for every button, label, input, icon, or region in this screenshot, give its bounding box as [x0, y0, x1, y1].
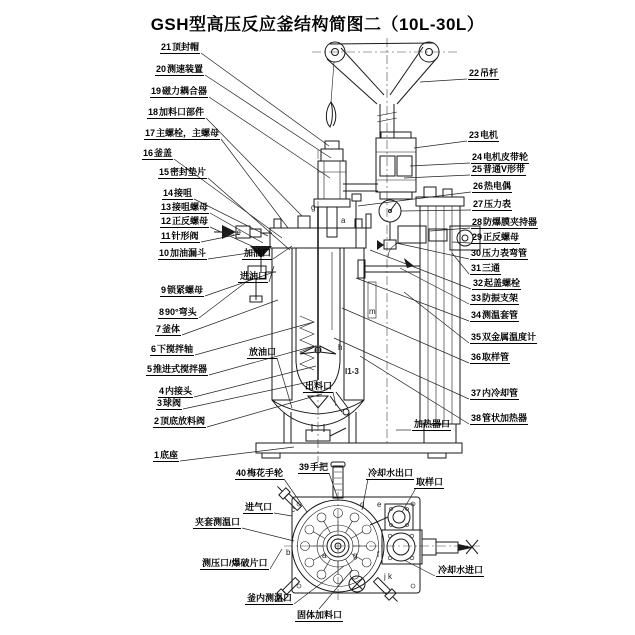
- page-title: GSH型高压反应釜结构简图二（10L-30L）: [150, 15, 485, 34]
- port-letter: h: [338, 343, 343, 352]
- label-text: 电机皮带轮: [483, 152, 529, 162]
- label-number: 30: [471, 248, 482, 258]
- port-letter: d: [360, 500, 365, 509]
- label-text: 测速装置: [167, 64, 204, 74]
- label-part-8: [158, 307, 198, 319]
- label-part-26: [472, 181, 512, 193]
- label-text: 固体加料口: [297, 610, 343, 620]
- port-letter: a: [341, 216, 346, 225]
- label-number: 3: [157, 398, 163, 408]
- label-number: 20: [156, 64, 167, 74]
- label-text: 测温套管: [482, 310, 519, 320]
- label-part-36: [470, 352, 510, 364]
- label-part-13: [160, 202, 209, 214]
- label-text: 普通V形带: [483, 164, 526, 174]
- bolt-hole: [350, 513, 359, 522]
- leader-line: [205, 75, 331, 158]
- label-text: 冷却水出口: [368, 468, 414, 478]
- port-letter: g: [353, 551, 358, 560]
- leader-line: [410, 163, 470, 166]
- label-text: 密封垫片: [170, 167, 207, 177]
- label-part-17: [144, 128, 220, 140]
- port-letter: j k: [384, 572, 392, 581]
- label-number: 37: [471, 388, 482, 398]
- label-釜内测温口: [245, 593, 293, 605]
- label-number: 6: [151, 344, 157, 354]
- label-part-7: [155, 324, 181, 336]
- leader-line: [342, 308, 469, 363]
- label-text: 接咀螺母: [172, 202, 209, 212]
- label-part-33: [470, 293, 519, 305]
- label-text: 进油口: [240, 271, 268, 281]
- label-进气口: [243, 502, 273, 514]
- label-part-2: [153, 416, 206, 428]
- label-number: 32: [473, 278, 484, 288]
- leader-line: [404, 175, 470, 178]
- label-number: 1: [154, 450, 160, 460]
- label-text: 防爆膜夹持器: [483, 217, 538, 227]
- leader-line: [452, 242, 470, 243]
- leader-line: [221, 139, 288, 228]
- port-letter: m: [369, 307, 376, 316]
- label-number: 16: [143, 148, 154, 158]
- label-text: 接咀: [174, 188, 193, 198]
- label-text: 冷却水进口: [438, 565, 484, 575]
- label-text: 釜体: [162, 324, 181, 334]
- port-letter: c, e: [228, 228, 241, 237]
- label-number: 31: [471, 263, 482, 273]
- lid-top-view: [272, 462, 478, 605]
- label-number: 2: [154, 416, 160, 426]
- label-text: 主螺栓，主螺母: [156, 128, 220, 138]
- leader-line: [284, 479, 307, 512]
- label-冷却水出口: [366, 468, 414, 480]
- label-part-23: [468, 130, 499, 142]
- label-text: 夹套测温口: [195, 517, 241, 527]
- label-number: 7: [156, 324, 162, 334]
- label-text: 出料口: [305, 381, 333, 391]
- label-number: 8: [159, 307, 165, 317]
- label-part-10: [158, 248, 207, 260]
- label-number: 9: [161, 285, 167, 295]
- label-number: 12: [161, 216, 172, 226]
- leader-line: [270, 549, 282, 569]
- label-part-16: [142, 148, 173, 160]
- label-text: 压力表弯管: [482, 248, 528, 258]
- label-text: 内接头: [165, 386, 193, 396]
- label-number: 29: [472, 232, 483, 242]
- bolt-hole: [317, 570, 326, 579]
- kettle-body: [272, 248, 376, 426]
- leader-line: [396, 243, 469, 259]
- label-text: 取样管: [482, 352, 510, 362]
- label-number: 4: [159, 386, 165, 396]
- label-text: 加油口: [244, 248, 272, 258]
- label-part-35: [470, 332, 537, 344]
- leader-line: [420, 79, 467, 82]
- label-number: 19: [151, 86, 162, 96]
- label-text: 放油口: [249, 347, 277, 357]
- label-text: 磁力耦合器: [162, 86, 208, 96]
- label-number: 13: [161, 202, 172, 212]
- label-text: 釜盖: [154, 148, 173, 158]
- label-固体加料口: [295, 610, 343, 622]
- label-出料口: [303, 381, 333, 393]
- label-part-28: [471, 217, 538, 229]
- label-number: 10: [159, 248, 170, 258]
- label-测压口/爆破片口: [200, 558, 269, 570]
- label-part-30: [470, 248, 528, 260]
- label-number: 40: [236, 468, 247, 478]
- port-letter: e: [377, 500, 382, 509]
- label-取样口: [414, 477, 444, 489]
- label-text: 压力表: [484, 199, 512, 209]
- label-part-32: [472, 278, 521, 290]
- leader-line: [402, 488, 416, 512]
- label-text: 加料口部件: [159, 107, 205, 117]
- label-part-5: [146, 364, 208, 376]
- label-number: 26: [473, 181, 484, 191]
- label-part-3: [156, 398, 182, 410]
- label-part-29: [471, 232, 520, 244]
- leader-line: [274, 513, 292, 516]
- leader-line: [206, 118, 302, 216]
- label-number: 35: [471, 332, 482, 342]
- spoke-line: [324, 559, 331, 571]
- leader-line: [294, 566, 344, 604]
- spoke-line: [346, 521, 353, 533]
- label-text: 釜内测温口: [247, 593, 293, 603]
- label-text: 加油漏斗: [170, 248, 207, 258]
- label-number: 34: [471, 310, 482, 320]
- bolt-hole: [362, 525, 371, 534]
- leader-line: [209, 97, 330, 178]
- label-text: 底座: [160, 450, 179, 460]
- label-text: 90°弯头: [165, 307, 197, 317]
- bolt-hole: [305, 525, 314, 534]
- label-冷却水进口: [436, 565, 484, 577]
- label-part-18: [147, 107, 205, 119]
- leader-line: [207, 394, 322, 427]
- label-part-31: [470, 263, 501, 275]
- label-part-15: [158, 167, 207, 179]
- label-number: 23: [469, 130, 480, 140]
- label-part-14: [162, 188, 193, 200]
- label-number: 39: [299, 462, 310, 472]
- label-part-34: [470, 310, 519, 322]
- spoke-line: [346, 559, 353, 571]
- label-number: 5: [147, 364, 153, 374]
- label-text: 吊杆: [480, 68, 499, 78]
- section-mark: I1-3: [345, 367, 359, 376]
- label-part-6: [150, 344, 194, 356]
- label-text: 防振支架: [482, 293, 519, 303]
- label-number: 18: [148, 107, 159, 117]
- label-text: 正反螺母: [483, 232, 520, 242]
- label-part-4: [158, 386, 193, 398]
- label-text: 起盖螺栓: [484, 278, 521, 288]
- label-part-37: [470, 388, 519, 400]
- label-number: 36: [471, 352, 482, 362]
- magnetic-coupler: [314, 141, 378, 237]
- hook: [326, 62, 335, 127]
- lifting-frame: [325, 42, 439, 138]
- label-part-11: [160, 231, 200, 243]
- port-letter: b: [286, 548, 291, 557]
- port-letter: g: [311, 203, 316, 212]
- spoke-line: [313, 532, 325, 539]
- label-text: 锁紧螺母: [167, 285, 204, 295]
- label-part-27: [472, 199, 512, 211]
- label-text: 管状加热器: [482, 413, 528, 423]
- label-part-39: [298, 462, 329, 474]
- label-text: 热电偶: [484, 181, 512, 191]
- label-part-25: [471, 164, 526, 176]
- label-夹套测温口: [193, 517, 241, 529]
- port-letter: c: [291, 505, 295, 514]
- label-text: 加热器口: [414, 419, 451, 429]
- label-part-21: [160, 42, 200, 54]
- label-part-24: [471, 152, 529, 164]
- leader-line: [414, 141, 467, 148]
- stirrer: [300, 207, 336, 380]
- label-text: 三通: [482, 263, 501, 273]
- leader-line: [358, 192, 471, 206]
- label-part-9: [160, 285, 204, 297]
- port-letter: a: [322, 551, 327, 560]
- label-number: 27: [473, 199, 484, 209]
- label-text: 正反螺母: [172, 216, 209, 226]
- spoke-line: [324, 521, 331, 533]
- label-进油口: [238, 271, 268, 283]
- label-number: 15: [159, 167, 170, 177]
- leader-line: [360, 356, 469, 424]
- bolt-hole: [317, 513, 326, 522]
- label-text: 顶封帽: [172, 42, 200, 52]
- label-text: 顶底放料阀: [160, 416, 206, 426]
- bottom-drain: [306, 392, 349, 441]
- label-number: 38: [471, 413, 482, 423]
- label-text: 电机: [480, 130, 499, 140]
- label-text: 测压口/爆破片口: [202, 558, 268, 568]
- label-text: 内冷却管: [482, 388, 519, 398]
- label-number: 17: [145, 128, 156, 138]
- label-number: 22: [469, 68, 480, 78]
- leader-line: [242, 528, 294, 541]
- leader-line: [180, 447, 294, 461]
- label-number: 21: [161, 42, 172, 52]
- bolt-hole: [362, 558, 371, 567]
- label-text: 进气口: [245, 502, 273, 512]
- bolt-hole: [305, 558, 314, 567]
- label-text: 梅花手轮: [247, 468, 284, 478]
- label-加油口: [242, 248, 272, 260]
- label-number: 24: [472, 152, 483, 162]
- label-text: 推进式搅拌器: [153, 364, 208, 374]
- label-part-40: [235, 468, 284, 480]
- label-part-38: [470, 413, 528, 425]
- label-加热器口: [412, 419, 451, 431]
- label-number: 25: [472, 164, 483, 174]
- port-letter: f: [377, 550, 380, 559]
- label-number: 14: [163, 188, 174, 198]
- label-text: 针形阀: [171, 231, 199, 241]
- label-part-19: [150, 86, 208, 98]
- spoke-line: [351, 532, 363, 539]
- label-text: 双金属温度计: [482, 332, 537, 342]
- label-part-22: [468, 68, 499, 80]
- label-part-12: [160, 216, 209, 228]
- label-text: 下搅拌轴: [157, 344, 194, 354]
- leader-line: [194, 366, 316, 397]
- label-part-1: [153, 450, 179, 462]
- label-放油口: [247, 347, 277, 359]
- label-number: 33: [471, 293, 482, 303]
- label-number: 11: [161, 231, 171, 241]
- motor: [376, 132, 416, 199]
- leader-line: [333, 392, 336, 406]
- label-text: 手把: [310, 462, 329, 472]
- label-part-20: [155, 64, 204, 76]
- label-text: 取样口: [416, 477, 444, 487]
- label-number: 28: [472, 217, 483, 227]
- label-text: 球阀: [163, 398, 182, 408]
